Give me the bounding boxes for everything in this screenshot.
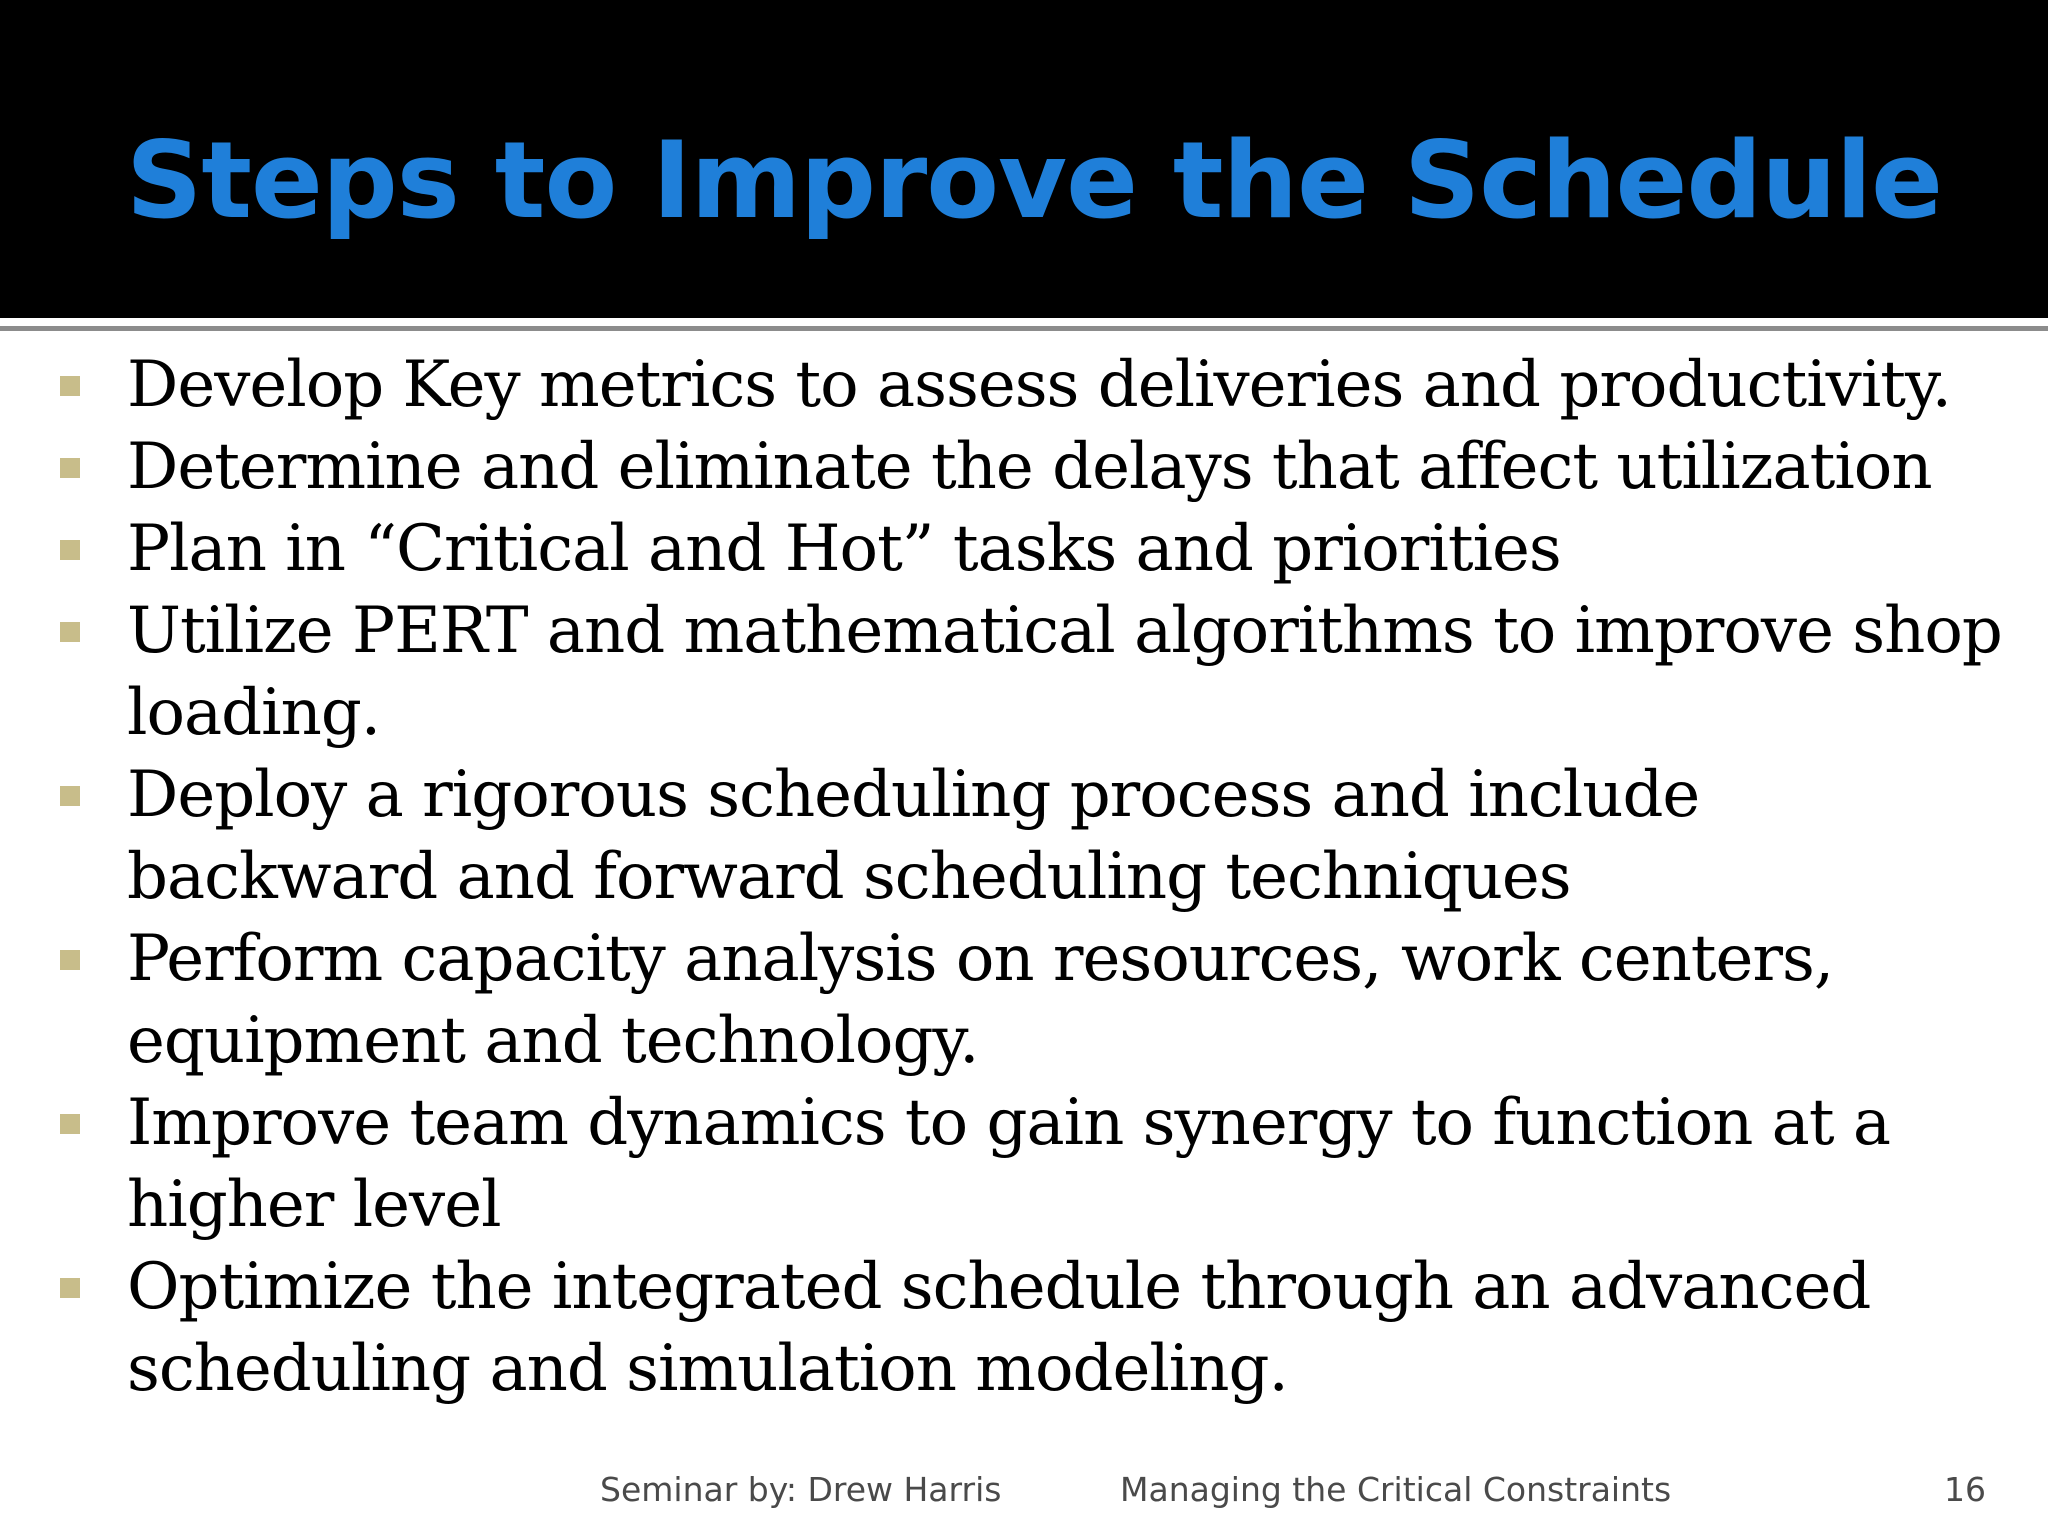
bullet-text: Plan in “Critical and Hot” tasks and priorities: [127, 512, 1561, 586]
footer-presenter: Seminar by: Drew Harris: [600, 1470, 1002, 1509]
page-number: 16: [1944, 1470, 1986, 1509]
bullet-text: Optimize the integrated schedule through an advanced scheduling and simulation modeling.: [127, 1250, 1871, 1406]
square-bullet-icon: [60, 1114, 80, 1134]
slide-title: Steps to Improve the Schedule: [126, 119, 1942, 242]
bullet-item: [0, 344, 2048, 426]
bullet-item: [0, 508, 2048, 590]
bullet-item: [0, 426, 2048, 508]
bullet-text: Improve team dynamics to gain synergy to function at a higher level: [127, 1086, 1891, 1242]
bullet-text: Determine and eliminate the delays that affect utilization: [127, 430, 1932, 504]
square-bullet-icon: [60, 376, 80, 396]
bullet-item: [0, 1246, 2048, 1410]
square-bullet-icon: [60, 622, 80, 642]
square-bullet-icon: [60, 1278, 80, 1298]
square-bullet-icon: [60, 950, 80, 970]
bullet-text: Perform capacity analysis on resources, work centers, equipment and technology.: [127, 922, 1834, 1078]
bullet-text: Deploy a rigorous scheduling process and include backward and forward scheduling techniques: [127, 758, 1700, 914]
bullet-item: [0, 918, 2048, 1082]
bullet-item: [0, 754, 2048, 918]
bullet-text: Utilize PERT and mathematical algorithms to improve shop loading.: [127, 594, 2002, 750]
footer-topic: Managing the Critical Constraints: [1120, 1470, 1672, 1509]
square-bullet-icon: [60, 540, 80, 560]
bullet-item: [0, 590, 2048, 754]
square-bullet-icon: [60, 786, 80, 806]
bullet-item: [0, 1082, 2048, 1246]
title-divider: [0, 326, 2048, 331]
square-bullet-icon: [60, 458, 80, 478]
bullet-list: [0, 344, 2048, 1410]
bullet-text: Develop Key metrics to assess deliveries and productivity.: [127, 348, 1951, 422]
